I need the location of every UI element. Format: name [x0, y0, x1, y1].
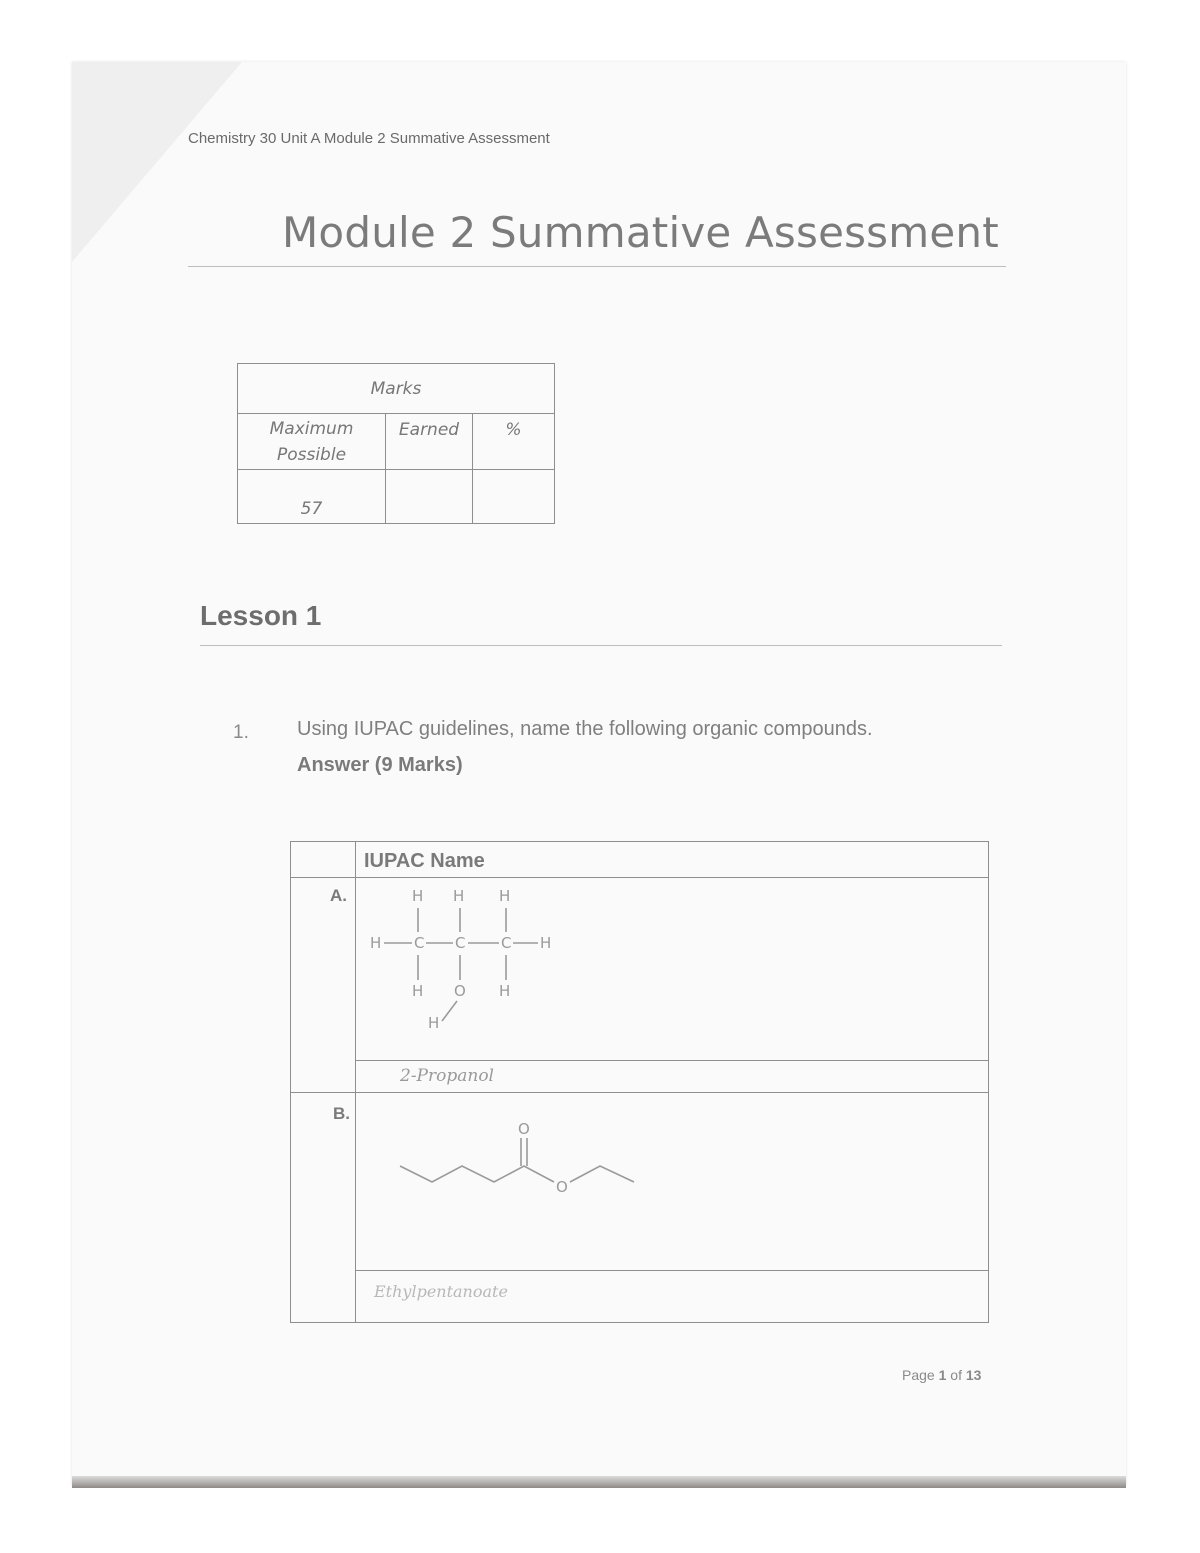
page-word: Page — [902, 1367, 935, 1383]
maximum-possible-header: Maximum Possible — [238, 414, 386, 470]
answer-b-handwritten[interactable]: Ethylpentanoate — [374, 1282, 508, 1301]
atom-h: H — [540, 934, 552, 952]
atom-h: H — [412, 887, 424, 905]
percent-value[interactable] — [473, 470, 555, 524]
document-header: Chemistry 30 Unit A Module 2 Summative Assessment — [188, 130, 550, 147]
atom-h: H — [453, 887, 465, 905]
marks-heading: Marks — [238, 364, 555, 414]
question-number: 1. — [233, 722, 249, 743]
atom-h: H — [370, 934, 382, 952]
lesson-underline — [200, 645, 1002, 646]
paper-stack-edge — [72, 1476, 1126, 1488]
question-text: Using IUPAC guidelines, name the following organic compounds. — [297, 718, 873, 740]
atom-h: H — [499, 887, 511, 905]
atom-o: O — [454, 982, 466, 1000]
page-total: 13 — [965, 1367, 982, 1383]
atom-o: O — [556, 1178, 568, 1196]
earned-header: Earned — [386, 414, 473, 470]
page-footer — [902, 1367, 981, 1383]
atom-c: C — [455, 934, 466, 952]
structure-a-diagram — [360, 880, 580, 1040]
atom-c: C — [501, 934, 512, 952]
percent-header: % — [473, 414, 555, 470]
row-a-label: A. — [330, 886, 347, 905]
structure-b-diagram — [390, 1110, 650, 1210]
row-b-label: B. — [333, 1104, 350, 1123]
lesson-heading: Lesson 1 — [200, 600, 322, 631]
page-current: 1 — [938, 1367, 947, 1383]
atom-o: O — [518, 1120, 530, 1138]
atom-c: C — [414, 934, 425, 952]
iupac-name-header: IUPAC Name — [364, 850, 485, 872]
title-underline — [188, 266, 1006, 267]
maximum-value: 57 — [238, 470, 386, 524]
page-of: of — [950, 1367, 962, 1383]
marks-table — [237, 363, 555, 524]
atom-h: H — [499, 982, 511, 1000]
page-title: Module 2 Summative Assessment — [282, 208, 999, 257]
atom-h: H — [428, 1014, 440, 1032]
answer-a-handwritten[interactable]: 2-Propanol — [400, 1066, 494, 1086]
folded-corner — [72, 62, 242, 262]
earned-value[interactable] — [386, 470, 473, 524]
atom-h: H — [412, 982, 424, 1000]
answer-marks-label: Answer (9 Marks) — [297, 754, 463, 776]
